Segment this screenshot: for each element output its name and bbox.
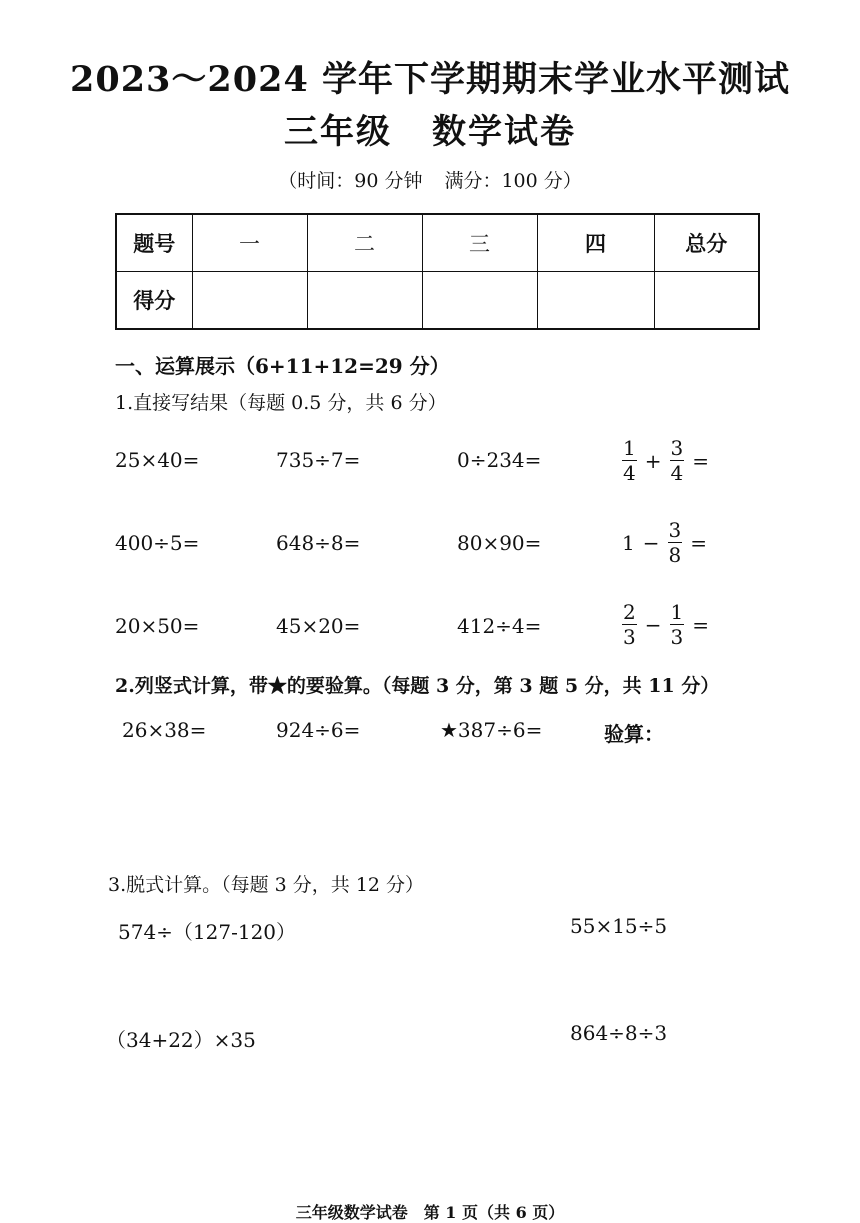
question-3-title: 3.脱式计算。（每题 3 分，共 12 分） xyxy=(108,874,425,896)
page-footer: 三年级数学试卷 第 1 页（共 6 页） xyxy=(295,1203,565,1222)
operator: + xyxy=(644,448,662,473)
section-1-title: 一、运算展示（6+11+12=29 分） xyxy=(115,354,450,378)
equals-sign: = xyxy=(692,448,709,473)
exam-title: 2023～2024 学年下学期期末学业水平测试 xyxy=(69,59,790,100)
fraction xyxy=(670,600,685,649)
oral-calc-item: 412÷4= xyxy=(457,614,542,638)
grade-label: 三年级 xyxy=(284,112,392,152)
fraction xyxy=(622,436,637,485)
whole-number: 1 xyxy=(622,530,635,555)
fraction-denominator: 3 xyxy=(670,625,684,649)
score-table xyxy=(115,213,760,330)
equals-sign: = xyxy=(692,612,709,637)
step-calc-item: 574÷（127-120） xyxy=(118,920,297,944)
score-col-4: 四 xyxy=(537,214,654,272)
vertical-calc-item-starred: ★387÷6= xyxy=(440,718,543,742)
exam-subtitle xyxy=(0,104,860,153)
step-calc-item: 864÷8÷3 xyxy=(570,1021,668,1045)
score-cell[interactable] xyxy=(307,272,422,330)
oral-calc-item: 0÷234= xyxy=(457,448,542,472)
score-cell[interactable] xyxy=(654,272,759,330)
score-table-header-row xyxy=(116,214,759,272)
score-cell[interactable] xyxy=(192,272,307,330)
question-2-title: 2.列竖式计算，带★的要验算。（每题 3 分，第 3 题 5 分，共 11 分） xyxy=(115,675,720,697)
vertical-calc-item: 924÷6= xyxy=(276,718,361,742)
oral-calc-item: 648÷8= xyxy=(276,531,361,555)
fraction xyxy=(670,436,685,485)
score-table-score-row xyxy=(116,272,759,330)
score-col-total: 总分 xyxy=(654,214,759,272)
fraction-numerator: 1 xyxy=(623,436,636,460)
score-col-1: 一 xyxy=(192,214,307,272)
fraction-denominator: 4 xyxy=(623,461,636,485)
fraction-calc-item xyxy=(622,600,717,649)
step-calc-item: 55×15÷5 xyxy=(570,914,668,938)
fraction xyxy=(668,518,683,567)
fraction-denominator: 8 xyxy=(668,543,682,567)
fraction-numerator: 2 xyxy=(623,600,636,624)
exam-full-score: 满分：100 分） xyxy=(444,170,582,192)
fraction-denominator: 3 xyxy=(623,625,636,649)
operator: − xyxy=(644,612,662,637)
subject-label: 数学试卷 xyxy=(432,112,576,152)
score-row-label: 得分 xyxy=(116,272,192,330)
step-calc-item: （34+22）×35 xyxy=(106,1028,256,1052)
question-1-title: 1.直接写结果（每题 0.5 分，共 6 分） xyxy=(115,392,447,414)
verification-label: 验算： xyxy=(604,722,664,746)
fraction-calc-item xyxy=(622,518,715,567)
oral-calc-item: 25×40= xyxy=(115,448,200,472)
score-cell[interactable] xyxy=(422,272,537,330)
fraction-denominator: 4 xyxy=(670,461,684,485)
oral-calc-item: 20×50= xyxy=(115,614,200,638)
equals-sign: = xyxy=(690,530,707,555)
fraction xyxy=(622,600,637,649)
vertical-calc-item: 26×38= xyxy=(122,718,207,742)
fraction-numerator: 1 xyxy=(670,600,684,624)
oral-calc-item: 45×20= xyxy=(276,614,361,638)
score-col-3: 三 xyxy=(422,214,537,272)
score-col-2: 二 xyxy=(307,214,422,272)
oral-calc-item: 400÷5= xyxy=(115,531,200,555)
score-row-label: 题号 xyxy=(116,214,192,272)
score-cell[interactable] xyxy=(537,272,654,330)
fraction-numerator: 3 xyxy=(670,436,684,460)
fraction-calc-item xyxy=(622,436,717,485)
exam-time: （时间：90 分钟 xyxy=(278,170,423,192)
fraction-numerator: 3 xyxy=(668,518,682,542)
oral-calc-item: 80×90= xyxy=(457,531,542,555)
operator: − xyxy=(642,530,660,555)
oral-calc-item: 735÷7= xyxy=(276,448,361,472)
exam-meta xyxy=(0,166,860,193)
